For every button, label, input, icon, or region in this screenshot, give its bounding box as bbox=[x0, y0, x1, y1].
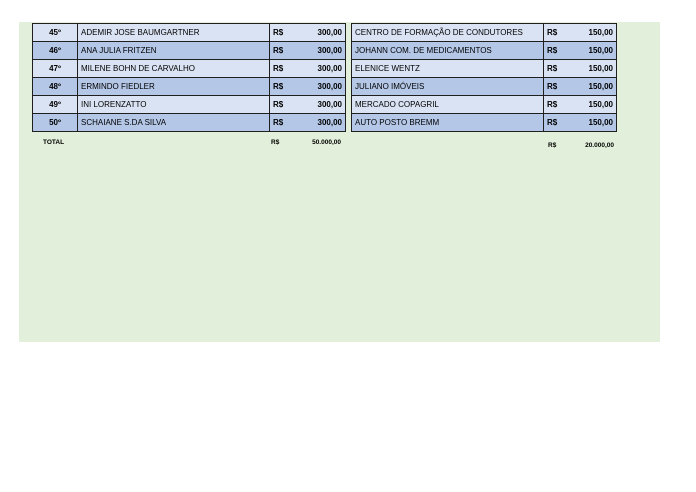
table-row bbox=[352, 24, 617, 42]
currency-cell: R$ bbox=[270, 114, 298, 132]
table-row bbox=[352, 78, 617, 96]
table-row bbox=[33, 114, 346, 132]
name-cell: MILENE BOHN DE CARVALHO bbox=[78, 60, 270, 78]
value-cell: 150,00 bbox=[572, 114, 617, 132]
rank-cell: 46º bbox=[33, 42, 78, 60]
rank-cell: 49º bbox=[33, 96, 78, 114]
sponsor-cell: JOHANN COM. DE MEDICAMENTOS bbox=[352, 42, 544, 60]
currency-cell: R$ bbox=[270, 60, 298, 78]
value-cell: 150,00 bbox=[572, 96, 617, 114]
sponsor-cell: CENTRO DE FORMAÇÃO DE CONDUTORES bbox=[352, 24, 544, 42]
currency-cell: R$ bbox=[270, 78, 298, 96]
name-cell: ERMINDO FIEDLER bbox=[78, 78, 270, 96]
value-cell: 300,00 bbox=[298, 24, 346, 42]
sponsor-cell: JULIANO IMÓVEIS bbox=[352, 78, 544, 96]
left-total-value: 50.000,00 bbox=[312, 139, 341, 146]
name-cell: ADEMIR JOSE BAUMGARTNER bbox=[78, 24, 270, 42]
table-row bbox=[33, 96, 346, 114]
value-cell: 300,00 bbox=[298, 78, 346, 96]
rank-cell: 50º bbox=[33, 114, 78, 132]
value-cell: 300,00 bbox=[298, 60, 346, 78]
currency-cell: R$ bbox=[544, 96, 572, 114]
name-cell: SCHAIANE S.DA SILVA bbox=[78, 114, 270, 132]
value-cell: 150,00 bbox=[572, 42, 617, 60]
table-row bbox=[352, 96, 617, 114]
currency-cell: R$ bbox=[544, 114, 572, 132]
value-cell: 300,00 bbox=[298, 42, 346, 60]
table-row bbox=[33, 24, 346, 42]
right-total-currency: R$ bbox=[548, 142, 557, 149]
currency-cell: R$ bbox=[270, 96, 298, 114]
value-cell: 150,00 bbox=[572, 24, 617, 42]
rank-cell: 47º bbox=[33, 60, 78, 78]
currency-cell: R$ bbox=[544, 24, 572, 42]
winners-table bbox=[32, 23, 346, 132]
left-total-currency: R$ bbox=[271, 139, 280, 146]
table-row bbox=[352, 114, 617, 132]
value-cell: 150,00 bbox=[572, 78, 617, 96]
value-cell: 300,00 bbox=[298, 96, 346, 114]
currency-cell: R$ bbox=[544, 60, 572, 78]
right-total-value: 20.000,00 bbox=[585, 142, 614, 149]
currency-cell: R$ bbox=[544, 42, 572, 60]
currency-cell: R$ bbox=[270, 42, 298, 60]
table-row bbox=[33, 60, 346, 78]
sponsors-table bbox=[351, 23, 617, 132]
currency-cell: R$ bbox=[270, 24, 298, 42]
name-cell: ANA JULIA FRITZEN bbox=[78, 42, 270, 60]
sponsor-cell: MERCADO COPAGRIL bbox=[352, 96, 544, 114]
sponsor-cell: AUTO POSTO BREMM bbox=[352, 114, 544, 132]
total-label: TOTAL bbox=[43, 139, 65, 146]
table-row bbox=[352, 60, 617, 78]
currency-cell: R$ bbox=[544, 78, 572, 96]
value-cell: 150,00 bbox=[572, 60, 617, 78]
sponsor-cell: ELENICE WENTZ bbox=[352, 60, 544, 78]
rank-cell: 48º bbox=[33, 78, 78, 96]
value-cell: 300,00 bbox=[298, 114, 346, 132]
table-row bbox=[33, 42, 346, 60]
table-row bbox=[352, 42, 617, 60]
name-cell: INI LORENZATTO bbox=[78, 96, 270, 114]
table-row bbox=[33, 78, 346, 96]
rank-cell: 45º bbox=[33, 24, 78, 42]
